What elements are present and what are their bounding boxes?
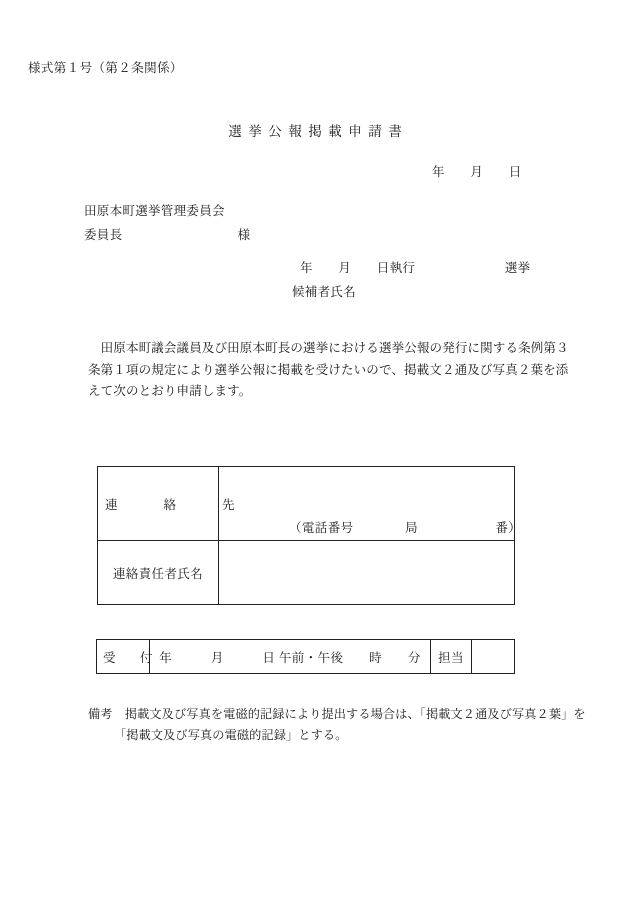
body-line-3: えて次のとおり申請します。 xyxy=(88,384,252,398)
contact-value-area[interactable] xyxy=(219,467,522,540)
addressee-organization: 田原本町選挙管理委員会 xyxy=(84,204,225,218)
receipt-datetime-cell[interactable]: 年 月 日 午前・午後 時 分 xyxy=(150,640,431,674)
addressee-chairman: 委員長 様 xyxy=(84,228,251,242)
receipt-staff-value-cell[interactable] xyxy=(472,640,515,674)
contact-table xyxy=(97,466,522,605)
body-line-2: 条第１項の規定により選挙公報に掲載を受けたいので、掲載文２通及び写真２葉を添 xyxy=(88,362,569,377)
responsible-person-label: 連絡責任者氏名 xyxy=(112,566,204,581)
contact-label: 連 絡 先 xyxy=(105,497,242,512)
contact-value-cell[interactable] xyxy=(219,467,522,541)
footnote-line-2: 「掲載文及び写真の電磁的記録」とする。 xyxy=(114,728,348,742)
receipt-staff-label-cell: 担当 xyxy=(431,640,472,674)
form-number: 様式第１号（第２条関係） xyxy=(28,61,183,75)
contact-label-cell xyxy=(98,467,242,541)
receipt-table xyxy=(96,639,515,674)
table-row xyxy=(98,541,515,605)
footnote-line-1: 備考 掲載文及び写真を電磁的記録により提出する場合は、「掲載文２通及び写真２葉」を xyxy=(88,707,586,721)
table-row xyxy=(97,640,515,674)
responsible-person-value-cell[interactable] xyxy=(219,541,515,605)
body-line-1: 田原本町議会議員及び田原本町長の選挙における選挙公報の発行に関する条例第３ xyxy=(88,341,569,355)
table-row xyxy=(98,467,515,541)
receipt-label-cell: 受 付 xyxy=(97,640,150,674)
submission-date-line: 年 月 日 xyxy=(432,165,522,179)
phone-number-hint: （電話番号 局 番） xyxy=(289,521,522,535)
responsible-person-label-cell xyxy=(98,541,219,605)
candidate-name-label: 候補者氏名 xyxy=(292,285,357,299)
election-execution-line: 年 月 日執行 選挙 xyxy=(300,261,531,275)
footnote xyxy=(88,704,586,746)
document-title: 選挙公報掲載申請書 xyxy=(228,124,409,139)
application-body xyxy=(88,338,569,403)
